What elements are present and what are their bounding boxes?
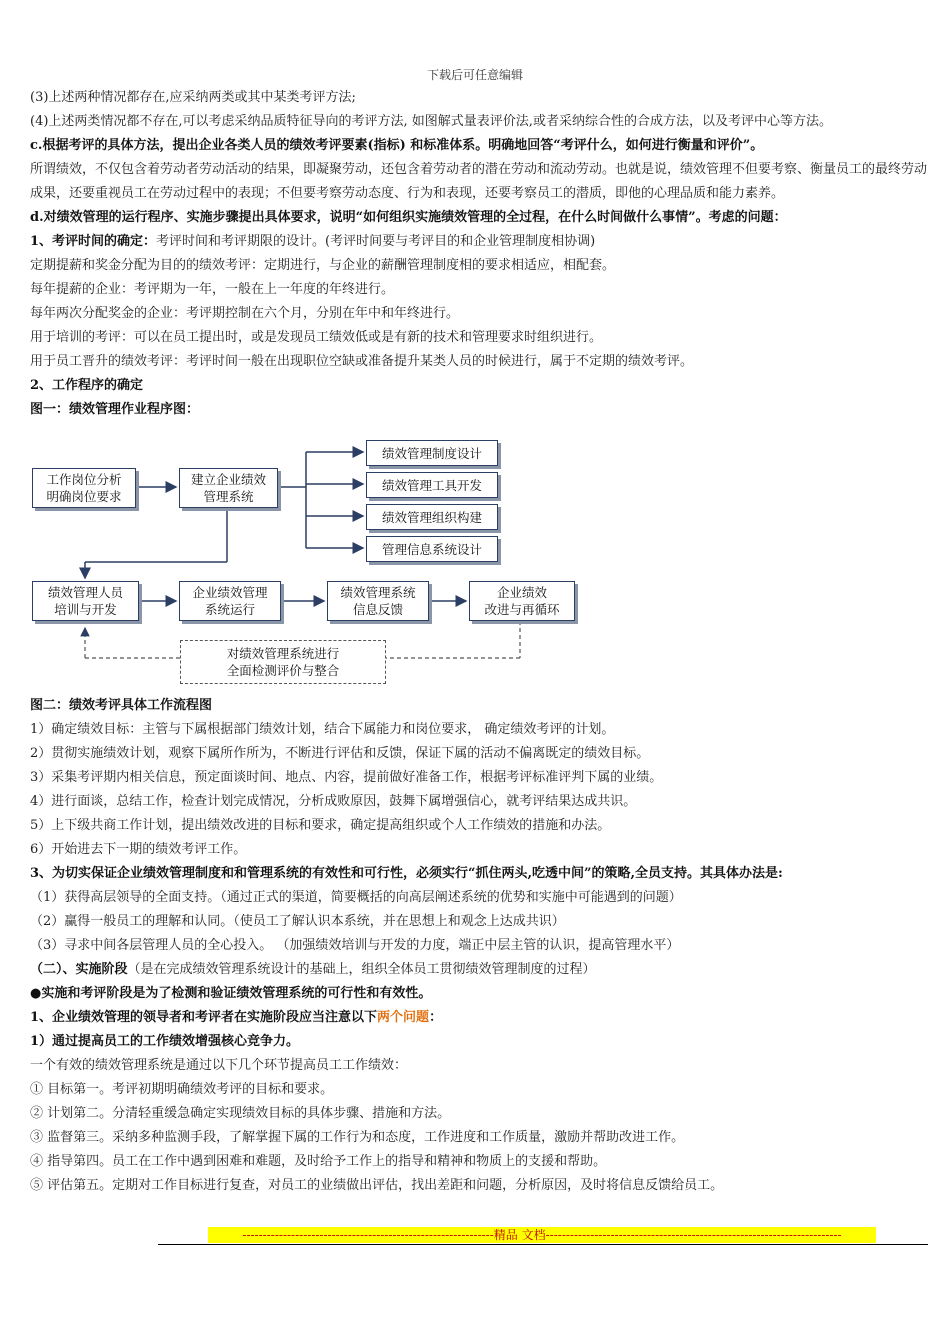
footer-divider bbox=[158, 1244, 928, 1245]
section-heading-d: d.对绩效管理的运行程序、实施步骤提出具体要求，说明“如何组织实施绩效管理的全过程，在什么时间做什么事情”。考虑的问题： bbox=[30, 210, 787, 225]
issues-highlight: 两个问题 bbox=[377, 1010, 430, 1025]
text-line: 每年两次分配奖金的企业：考评期控制在六个月，分别在年中和年终进行。 bbox=[30, 306, 460, 321]
document-body bbox=[30, 86, 930, 1198]
text-line: (3)上述两种情况都存在,应采纳两类或其中某类考评方法; bbox=[30, 90, 356, 105]
list-item: （1）获得高层领导的全面支持。（通过正式的渠道，简要概括的向高层阐述系统的优势和实施中可能遇到的问题） bbox=[30, 890, 682, 905]
paragraph-performance: 所谓绩效，不仅包含着劳动者劳动活动的结果，即凝聚劳动，还包含着劳动者的潜在劳动和流动劳动。也就是说，绩效管理不但要考察、衡量员工的最终劳动成果，还要重视员工在劳动过程中的表现；不但要考察劳动态度、行为和表现，还要考察员工的潜质，即他的心理品质和能力素养。 bbox=[30, 162, 928, 201]
bullet-line: ●实施和考评阶段是为了检测和验证绩效管理系统的可行性和有效性。 bbox=[30, 986, 432, 1001]
box-organization: 绩效管理组织构建 bbox=[366, 504, 498, 530]
box-build-system: 建立企业绩效 管理系统 bbox=[179, 468, 278, 508]
box-tool-development: 绩效管理工具开发 bbox=[366, 472, 498, 498]
list-item: 5）上下级共商工作计划，提出绩效改进的目标和要求，确定提高组织或个人工作绩效的措施和办法。 bbox=[30, 818, 611, 833]
page-header: 下载后可任意编辑 bbox=[426, 68, 523, 82]
figure2-caption: 图二：绩效考评具体工作流程图 bbox=[30, 698, 213, 713]
subheading-1: 1）通过提高员工的工作绩效增强核心竞争力。 bbox=[30, 1034, 300, 1049]
list-item: 3）采集考评期内相关信息，预定面谈时间、地点、内容，提前做好准备工作，根据考评标准评判下属的业绩。 bbox=[30, 770, 663, 785]
text-line: (4)上述两类情况都不存在,可以考虑采纳品质特征导向的考评方法, 如图解式量表评价法,或者采纳综合性的合成方法，以及考评中心等方法。 bbox=[30, 114, 832, 129]
time-label: 1、考评时间的确定： bbox=[30, 234, 157, 249]
section-heading-2: 2、工作程序的确定 bbox=[30, 378, 144, 393]
text-line: 用于员工晋升的绩效考评：考评时间一般在出现职位空缺或准备提升某类人员的时候进行，属于不定期的绩效考评。 bbox=[30, 354, 694, 369]
list-item: ④ 指导第四。员工在工作中遇到困难和难题，及时给予工作上的指导和精神和物质上的支援和帮助。 bbox=[30, 1154, 607, 1169]
box-feedback: 绩效管理系统 信息反馈 bbox=[327, 581, 429, 621]
section-heading-c: c.根据考评的具体方法，提出企业各类人员的绩效考评要素(指标) 和标准体系。明确地回答“考评什么，如何进行衡量和评价”。 bbox=[30, 138, 764, 153]
footer-banner: --------------------------------------------------------------精品 文档------------------------------------------------------------------------- bbox=[208, 1227, 876, 1243]
box-improve: 企业绩效 改进与再循环 bbox=[469, 581, 575, 621]
time-desc: 考评时间和考评期限的设计。(考评时间要与考评目的和企业管理制度相协调) bbox=[156, 234, 596, 249]
text-line: 用于培训的考评：可以在员工提出时，或是发现员工绩效低或是有新的技术和管理要求时组织进行。 bbox=[30, 330, 603, 345]
box-operation: 企业绩效管理 系统运行 bbox=[179, 581, 281, 621]
stage-title: （二）、实施阶段 bbox=[30, 962, 128, 977]
box-system-design: 绩效管理制度设计 bbox=[366, 440, 498, 466]
list-item: 6）开始进去下一期的绩效考评工作。 bbox=[30, 842, 247, 857]
box-evaluate: 对绩效管理系统进行 全面检测评价与整合 bbox=[180, 640, 386, 684]
list-item: 2）贯彻实施绩效计划，观察下属所作所为，不断进行评估和反馈，保证下属的活动不偏离既定的绩效目标。 bbox=[30, 746, 650, 761]
list-item: ① 目标第一。考评初期明确绩效考评的目标和要求。 bbox=[30, 1082, 334, 1097]
list-item: （2）赢得一般员工的理解和认同。（使员工了解认识本系统，并在思想上和观念上达成共识） bbox=[30, 914, 565, 929]
list-item: （3）寻求中间各层管理人员的全心投入。 （加强绩效培训与开发的力度，端正中层主管的认识，提高管理水平） bbox=[30, 938, 680, 953]
box-training: 绩效管理人员 培训与开发 bbox=[32, 581, 139, 621]
figure1-caption: 图一：绩效管理作业程序图： bbox=[30, 402, 200, 417]
figure1-flowchart bbox=[30, 428, 930, 694]
list-item: 4）进行面谈，总结工作，检查计划完成情况，分析成败原因，鼓舞下属增强信心，就考评结果达成共识。 bbox=[30, 794, 637, 809]
text-line: 每年提薪的企业：考评期为一年，一般在上一年度的年终进行。 bbox=[30, 282, 395, 297]
text-line bbox=[30, 230, 930, 254]
issues-line: 1、企业绩效管理的领导者和考评者在实施阶段应当注意以下两个问题： bbox=[30, 1010, 443, 1025]
list-item: ② 计划第二。分清轻重缓急确定实现绩效目标的具体步骤、措施和方法。 bbox=[30, 1106, 451, 1121]
text-line: 定期提薪和奖金分配为目的的绩效考评：定期进行，与企业的薪酬管理制度相的要求相适应，相配套。 bbox=[30, 258, 616, 273]
box-info-system: 管理信息系统设计 bbox=[366, 536, 498, 562]
text-line: 一个有效的绩效管理系统是通过以下几个环节提高员工工作绩效： bbox=[30, 1058, 408, 1073]
stage-line bbox=[30, 958, 930, 982]
list-item: 1）确定绩效目标：主管与下属根据部门绩效计划，结合下属能力和岗位要求， 确定绩效考评的计划。 bbox=[30, 722, 615, 737]
list-item: ⑤ 评估第五。定期对工作目标进行复查，对员工的业绩做出评估，找出差距和问题，分析原因，及时将信息反馈给员工。 bbox=[30, 1178, 724, 1193]
stage-note: （是在完成绩效管理系统设计的基础上，组织全体员工贯彻绩效管理制度的过程） bbox=[127, 962, 596, 977]
box-job-analysis: 工作岗位分析 明确岗位要求 bbox=[32, 468, 136, 508]
list-item: ③ 监督第三。采纳多种监测手段，了解掌握下属的工作行为和态度，工作进度和工作质量，激励并帮助改进工作。 bbox=[30, 1130, 685, 1145]
section-heading-3: 3、为切实保证企业绩效管理制度和和管理系统的有效性和可行性，必须实行“抓住两头,吃透中间”的策略,全员支持。其具体办法是: bbox=[30, 866, 783, 881]
